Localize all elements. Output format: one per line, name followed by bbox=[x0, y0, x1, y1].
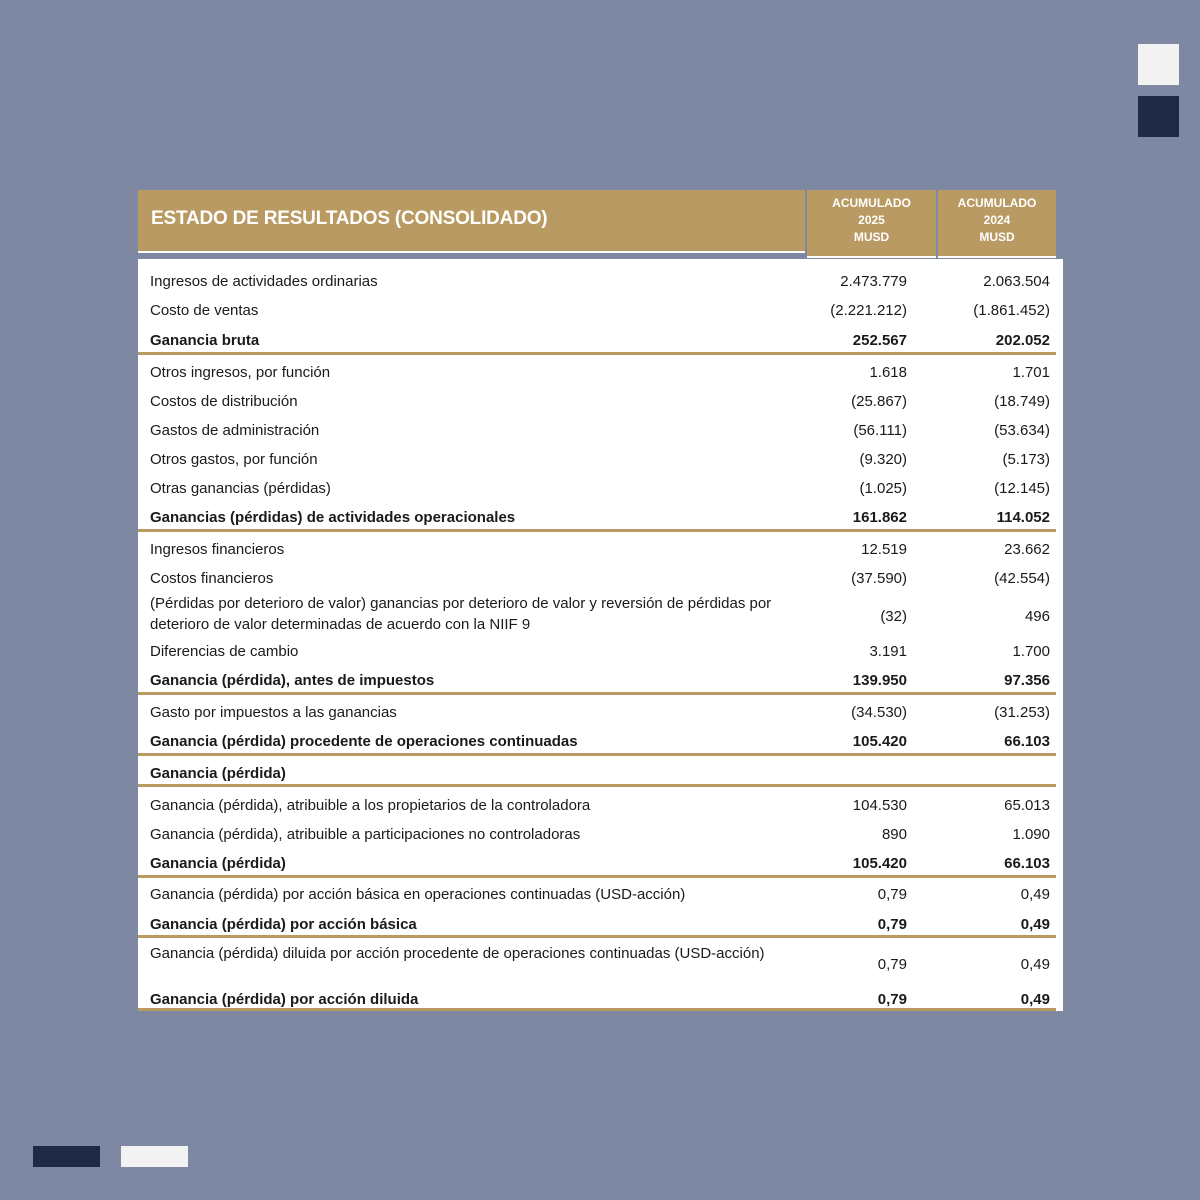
value-2024: 23.662 bbox=[1004, 541, 1050, 558]
row-label: Diferencias de cambio bbox=[150, 643, 299, 660]
section-divider bbox=[138, 784, 1056, 787]
decorative-square-dark bbox=[1138, 96, 1179, 137]
value-2025: 104.530 bbox=[852, 797, 907, 814]
value-2024: 496 bbox=[1024, 607, 1050, 625]
section-divider bbox=[138, 1008, 1056, 1011]
column-header-2025 bbox=[807, 190, 936, 258]
value-2025: 0,79 bbox=[877, 955, 907, 973]
value-2025: 0,79 bbox=[877, 886, 907, 903]
value-2024: 0,49 bbox=[1020, 886, 1050, 903]
value-2024: 0,49 bbox=[1020, 955, 1050, 973]
column-header-year: 2024 bbox=[983, 213, 1011, 227]
column-header-2024 bbox=[938, 190, 1056, 258]
section-divider bbox=[138, 753, 1056, 756]
row-label: Ingresos de actividades ordinarias bbox=[150, 273, 378, 290]
table-title-cell bbox=[138, 190, 805, 253]
row-label: Ganancia (pérdida) bbox=[150, 855, 286, 872]
value-2025: 2.473.779 bbox=[840, 273, 907, 290]
row-label: Costos financieros bbox=[150, 570, 274, 587]
value-2024: 1.090 bbox=[1012, 826, 1050, 843]
table-row bbox=[138, 731, 1063, 752]
row-label: Ganancia (pérdida) procedente de operaciones continuadas bbox=[150, 733, 578, 750]
table-row bbox=[138, 795, 1063, 816]
table-row bbox=[138, 271, 1063, 292]
column-header-year: 2025 bbox=[858, 213, 885, 227]
row-label: Costos de distribución bbox=[150, 393, 298, 410]
table-row bbox=[138, 507, 1063, 528]
table-row bbox=[138, 670, 1063, 691]
decorative-square-light bbox=[1138, 44, 1179, 85]
table-row bbox=[138, 989, 1063, 1010]
value-2025: 12.519 bbox=[861, 541, 907, 558]
row-label: Ganancia (pérdida), antes de impuestos bbox=[150, 672, 435, 689]
table-row bbox=[138, 362, 1063, 383]
value-2025: (1.025) bbox=[859, 480, 907, 497]
table-row bbox=[138, 702, 1063, 723]
column-header-unit: MUSD bbox=[979, 230, 1015, 244]
table-header bbox=[138, 190, 1056, 253]
table-title: ESTADO DE RESULTADOS (CONSOLIDADO) bbox=[151, 208, 548, 229]
value-2025: 890 bbox=[881, 826, 907, 843]
value-2024: 1.700 bbox=[1012, 643, 1050, 660]
section-divider bbox=[138, 352, 1056, 355]
value-2024: (1.861.452) bbox=[973, 302, 1050, 319]
value-2025: (37.590) bbox=[851, 570, 907, 587]
table-row bbox=[138, 641, 1063, 662]
value-2024: 1.701 bbox=[1012, 364, 1050, 381]
row-label: Ganancia (pérdida) bbox=[150, 765, 286, 782]
value-2024: 202.052 bbox=[995, 332, 1050, 349]
value-2025: 0,79 bbox=[877, 991, 907, 1008]
section-divider bbox=[138, 935, 1056, 938]
row-label: Ganancia (pérdida) por acción básica en operaciones continuadas (USD-acción) bbox=[150, 886, 686, 903]
table-row bbox=[138, 763, 1063, 784]
column-header-label: ACUMULADO bbox=[832, 196, 911, 210]
value-2024: 66.103 bbox=[1004, 855, 1050, 872]
section-divider bbox=[138, 875, 1056, 878]
row-label: Ingresos financieros bbox=[150, 541, 285, 558]
table-row bbox=[138, 593, 1063, 639]
value-2025: 105.420 bbox=[852, 733, 907, 750]
value-2024: (42.554) bbox=[994, 570, 1050, 587]
table-row bbox=[138, 391, 1063, 412]
table-row bbox=[138, 853, 1063, 874]
row-label: Costo de ventas bbox=[150, 302, 259, 319]
value-2024: 0,49 bbox=[1020, 916, 1050, 933]
column-header-unit: MUSD bbox=[853, 230, 890, 244]
value-2025: 105.420 bbox=[852, 855, 907, 872]
value-2025: 139.950 bbox=[852, 672, 907, 689]
row-label: (Pérdidas por deterioro de valor) ganancias por deterioro de valor y reversión de pérdidas por deterioro de valor determinadas de acuerdo con la NIIF 9 bbox=[150, 595, 772, 633]
value-2025: 252.567 bbox=[852, 332, 907, 349]
row-label: Otras ganancias (pérdidas) bbox=[150, 480, 331, 497]
value-2025: 161.862 bbox=[852, 509, 907, 526]
table-row bbox=[138, 449, 1063, 470]
value-2024: 114.052 bbox=[996, 509, 1050, 526]
table-row bbox=[138, 824, 1063, 845]
decorative-bar-light bbox=[121, 1146, 188, 1167]
row-label: Ganancia (pérdida) por acción básica bbox=[150, 916, 417, 933]
value-2025: (56.111) bbox=[853, 422, 907, 439]
value-2025: (25.867) bbox=[851, 393, 907, 410]
value-2025: (34.530) bbox=[851, 704, 907, 721]
value-2025: (2.221.212) bbox=[830, 302, 907, 319]
row-label: Gasto por impuestos a las ganancias bbox=[150, 704, 397, 721]
value-2024: 0,49 bbox=[1020, 991, 1050, 1008]
section-divider bbox=[138, 529, 1056, 532]
row-label: Ganancias (pérdidas) de actividades operacionales bbox=[150, 509, 516, 526]
table-row bbox=[138, 420, 1063, 441]
row-label: Ganancia bruta bbox=[150, 332, 260, 349]
section-divider bbox=[138, 692, 1056, 695]
table-row bbox=[138, 478, 1063, 499]
table-row bbox=[138, 539, 1063, 560]
value-2024: 97.356 bbox=[1004, 672, 1050, 689]
income-statement-table bbox=[138, 259, 1063, 1011]
value-2025: (32) bbox=[880, 607, 907, 625]
value-2025: 1.618 bbox=[869, 364, 907, 381]
value-2024: 66.103 bbox=[1004, 733, 1050, 750]
table-row bbox=[138, 330, 1063, 351]
row-label: Gastos de administración bbox=[150, 422, 320, 439]
value-2024: (18.749) bbox=[994, 393, 1050, 410]
table-row bbox=[138, 568, 1063, 589]
value-2024: 65.013 bbox=[1004, 797, 1050, 814]
value-2024: (31.253) bbox=[994, 704, 1050, 721]
table-row bbox=[138, 943, 1063, 985]
row-label: Ganancia (pérdida), atribuible a participaciones no controladoras bbox=[150, 826, 581, 843]
table-row bbox=[138, 884, 1063, 905]
value-2024: (12.145) bbox=[994, 480, 1050, 497]
row-label: Ganancia (pérdida) diluida por acción procedente de operaciones continuadas (USD-acción) bbox=[150, 945, 765, 962]
value-2024: 2.063.504 bbox=[983, 273, 1050, 290]
table-row bbox=[138, 914, 1063, 935]
row-label: Ganancia (pérdida), atribuible a los propietarios de la controladora bbox=[150, 797, 591, 814]
row-label: Otros ingresos, por función bbox=[150, 364, 331, 381]
value-2024: (53.634) bbox=[994, 422, 1050, 439]
table-row bbox=[138, 300, 1063, 321]
value-2025: (9.320) bbox=[859, 451, 907, 468]
row-label: Otros gastos, por función bbox=[150, 451, 318, 468]
value-2024: (5.173) bbox=[1002, 451, 1050, 468]
decorative-bar-dark bbox=[33, 1146, 100, 1167]
value-2025: 3.191 bbox=[869, 643, 907, 660]
value-2025: 0,79 bbox=[877, 916, 907, 933]
row-label: Ganancia (pérdida) por acción diluida bbox=[150, 991, 419, 1008]
column-header-label: ACUMULADO bbox=[957, 196, 1037, 210]
